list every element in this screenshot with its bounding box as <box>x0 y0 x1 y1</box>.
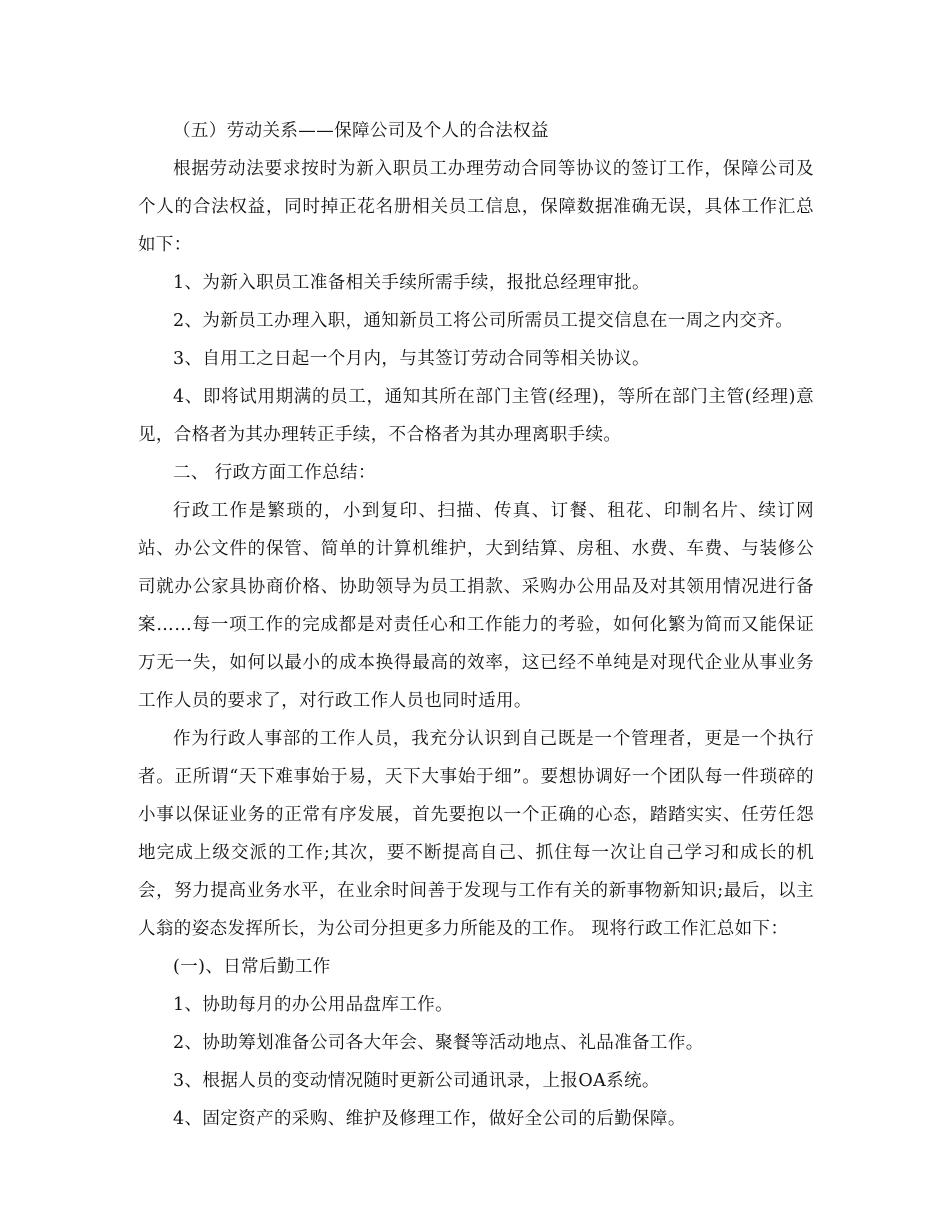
subsection-heading-daily-logistics: (一)、日常后勤工作 <box>173 957 331 977</box>
section-heading-admin-summary: 二、 行政方面工作总结： <box>173 463 376 483</box>
list-item: 3、自用工之日起一个月内，与其签订劳动合同等相关协议。 <box>173 349 650 369</box>
list-item: 2、协助筹划准备公司各大年会、聚餐等活动地点、礼品准备工作。 <box>173 1033 704 1053</box>
list-item: 1、协助每月的办公用品盘库工作。 <box>173 995 454 1015</box>
list-item: 1、为新入职员工准备相关手续所需手续，报批总经理审批。 <box>173 273 650 293</box>
document-page <box>138 112 814 1138</box>
section-heading-labor-relations: （五）劳动关系——保障公司及个人的合法权益 <box>173 121 549 141</box>
paragraph-admin-role: 作为行政人事部的工作人员，我充分认识到自己既是一个管理者，更是一个执行者。正所谓“天下难事始于易，天下大事始于细”。要想协调好一个团队每一件琐碎的小事以保证业务的正常有序发展，首先要抱以一个正确的心态，踏踏实实、任劳任怨地完成上级交派的工作;其次，要不断提高自己、抓住每一次让自己学习和成长的机会，努力提高业务水平，在业余时间善于发现与工作有关的新事物新知识;最后，以主人翁的姿态发挥所长，为公司分担更多力所能及的工作。 现将行政工作汇总如下： <box>138 729 814 939</box>
paragraph-admin-work: 行政工作是繁琐的，小到复印、扫描、传真、订餐、租花、印制名片、续订网站、办公文件的保管、简单的计算机维护，大到结算、房租、水费、车费、与装修公司就办公家具协商价格、协助领导为员工捐款、采购办公用品及对其领用情况进行备案……每一项工作的完成都是对责任心和工作能力的考验，如何化繁为简而又能保证万无一失，如何以最小的成本换得最高的效率，这已经不单纯是对现代企业从事业务工作人员的要求了，对行政工作人员也同时适用。 <box>138 501 814 711</box>
paragraph-labor-intro: 根据劳动法要求按时为新入职员工办理劳动合同等协议的签订工作，保障公司及个人的合法权益，同时掉正花名册相关员工信息，保障数据准确无误，具体工作汇总如下： <box>138 159 814 255</box>
list-item: 2、为新员工办理入职，通知新员工将公司所需员工提交信息在一周之内交齐。 <box>173 311 794 331</box>
list-item: 3、根据人员的变动情况随时更新公司通讯录，上报OA系统。 <box>173 1071 660 1091</box>
list-item: 4、即将试用期满的员工，通知其所在部门主管(经理)，等所在部门主管(经理)意见，合格者为其办理转正手续，不合格者为其办理离职手续。 <box>138 387 814 445</box>
list-item: 4、固定资产的采购、维护及修理工作，做好全公司的后勤保障。 <box>173 1109 686 1129</box>
